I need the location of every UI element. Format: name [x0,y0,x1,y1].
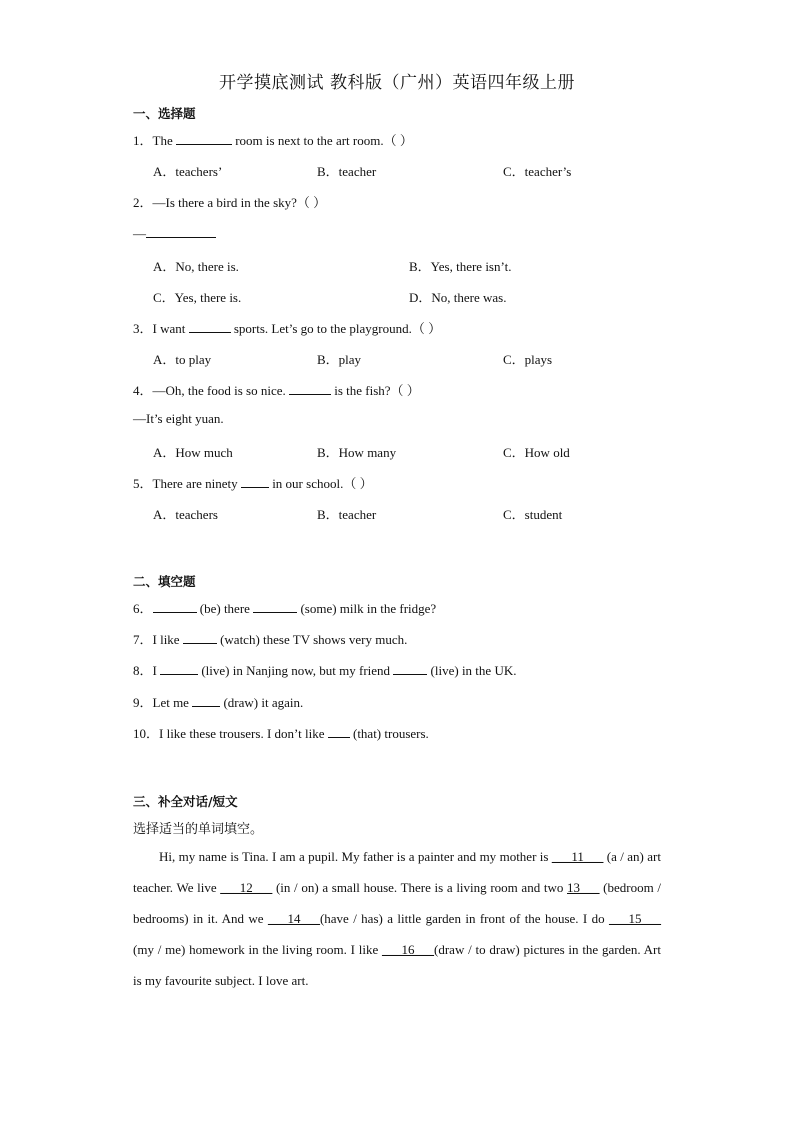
passage-text-1: Hi, my name is Tina. I am a pupil. My father is a painter and my mother is [159,849,552,864]
question-8-text-b: (live) in Nanjing now, but my friend [198,663,394,678]
question-2: 2．—Is there a bird in the sky?（ ） [133,195,327,210]
answer-blank [189,320,231,333]
question-4-text-b: is the fish?（ ） [330,383,420,398]
question-10-text-a: 10．I like these trousers. I don’t like [133,726,328,741]
passage-text-7: (draw / to draw) pictures in the garden. Art is my favourite subject. I love art. [133,942,661,988]
question-1-text-a: 1．The [133,133,176,148]
question-6-text-c: (some) milk in the fridge? [297,601,437,616]
question-10-text-b: (that) trousers. [349,726,429,741]
answer-blank [289,382,331,395]
answer-blank[interactable] [253,600,297,613]
q5-option-b[interactable]: B．teacher [317,507,377,522]
q5-option-a[interactable]: A．teachers [153,507,218,522]
question-5-text-b: in our school.（ ） [268,476,373,491]
question-9 [133,692,303,711]
q1-option-a[interactable]: A．teachers’ [153,164,223,179]
question-3-text-b: sports. Let’s go to the playground.（ ） [230,321,442,336]
question-8-text-a: 8．I [133,663,161,678]
passage-blank-11[interactable]: ___11___ [551,849,604,864]
passage-blank-15[interactable]: ___15___ [609,911,662,926]
question-4 [133,380,420,399]
passage-blank-14[interactable]: ___14___ [267,911,320,926]
answer-blank[interactable] [192,694,220,707]
q2-option-a[interactable]: A．No, there is. [153,259,239,274]
question-4-text-a: 4．—Oh, the food is so nice. [133,383,289,398]
page-title: 开学摸底测试 教科版（广州）英语四年级上册 [219,73,575,93]
answer-blank [146,225,216,238]
answer-blank [241,475,269,488]
question-4-answer: —It’s eight yuan. [133,411,224,426]
passage-blank-12[interactable]: ___12___ [220,880,273,895]
question-2-answer-line [133,225,216,242]
passage-text-2: (a / an) art teacher. We live [133,849,661,895]
answer-blank[interactable] [328,725,350,738]
question-8 [133,660,516,679]
answer-blank [176,132,232,145]
question-6-text-a: 6． [133,601,153,616]
passage-blank-16[interactable]: ___16___ [382,942,435,957]
passage-text-6: (my / me) homework in the living room. I like [133,942,383,957]
q4-option-b[interactable]: B．How many [317,445,397,460]
q2-option-c[interactable]: C．Yes, there is. [153,290,242,305]
section-heading-choice: 一、选择题 [133,106,196,121]
q2-option-d[interactable]: D．No, there was. [409,290,507,305]
question-1 [133,130,413,149]
question-6-text-b: (be) there [196,601,254,616]
answer-blank[interactable] [393,662,427,675]
question-1-text-b: room is next to the art room.（ ） [231,133,413,148]
question-10 [133,723,429,742]
q3-option-a[interactable]: A．to play [153,352,212,367]
q1-option-c[interactable]: C．teacher’s [503,164,572,179]
answer-blank[interactable] [153,600,197,613]
answer-blank[interactable] [160,662,198,675]
section-heading-fill: 二、填空题 [133,574,196,589]
passage [133,841,661,996]
passage-text-5: (have / has) a little garden in front of the house. I do [319,911,610,926]
question-7-text-a: 7．I like [133,632,183,647]
q3-option-b[interactable]: B．play [317,352,362,367]
q2-option-b[interactable]: B．Yes, there isn’t. [409,259,512,274]
question-6 [133,598,436,617]
question-5 [133,473,373,492]
question-9-text-a: 9．Let me [133,695,193,710]
section-heading-dialogue: 三、补全对话/短文 [133,794,238,809]
q4-option-c[interactable]: C．How old [503,445,570,460]
q1-option-b[interactable]: B．teacher [317,164,377,179]
question-5-text-a: 5．There are ninety [133,476,241,491]
q4-option-a[interactable]: A．How much [153,445,233,460]
passage-text-3: (in / on) a small house. There is a living room and two [272,880,568,895]
question-7 [133,629,407,648]
q3-option-c[interactable]: C．plays [503,352,553,367]
instruction-text: 选择适当的单词填空。 [133,822,264,837]
question-9-text-b: (draw) it again. [220,695,304,710]
question-8-text-c: (live) in the UK. [427,663,517,678]
question-3-text-a: 3．I want [133,321,189,336]
answer-blank[interactable] [183,631,217,644]
passage-blank-13[interactable]: 13___ [567,880,600,895]
question-2-dash: — [133,226,146,241]
passage-text-4: (bedroom / bedrooms) in it. And we [133,880,661,926]
q5-option-c[interactable]: C．student [503,507,563,522]
question-7-text-b: (watch) these TV shows very much. [216,632,408,647]
question-3 [133,318,441,337]
